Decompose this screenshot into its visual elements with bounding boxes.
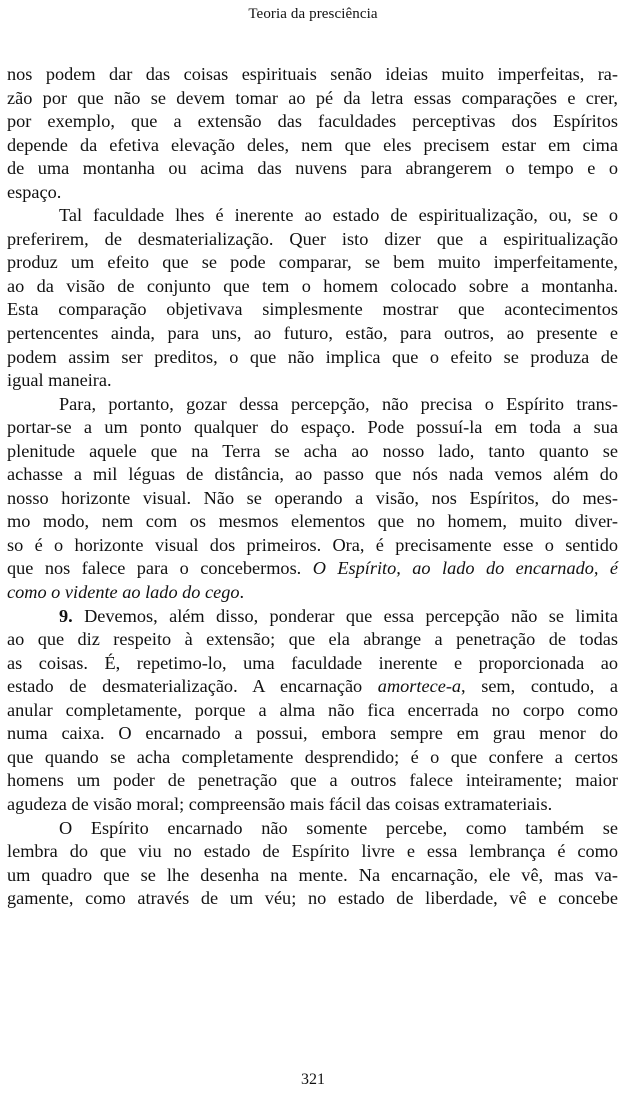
body-text [7, 63, 618, 911]
text-run: . [239, 582, 245, 603]
text-run: anular completamente, porque a alma não fica encerrada no corpo como [7, 699, 618, 720]
text-run: achasse a mil léguas de distância, ao passo que nós nada vemos além do [7, 464, 618, 485]
text-line [7, 181, 618, 205]
text-line [7, 369, 618, 393]
item-number: 9. [59, 605, 73, 626]
text-line [7, 769, 618, 793]
text-line [7, 793, 618, 817]
text-line [7, 251, 618, 275]
paragraph [7, 817, 618, 911]
text-line [7, 534, 618, 558]
text-line [7, 840, 618, 864]
paragraph [7, 63, 618, 204]
text-run: ao da visão de conjunto que tem o homem colocado sobre a montanha. [7, 275, 618, 296]
text-line [7, 204, 618, 228]
text-run: O Espírito encarnado não somente percebe, como também se [59, 817, 618, 838]
paragraph [7, 204, 618, 392]
text-run: ao que diz respeito à extensão; que ela abrange a penetração de todas [7, 629, 618, 650]
text-run: Para, portanto, gozar dessa percepção, não precisa o Espírito trans- [59, 393, 618, 414]
italic-text: como o vidente ao lado do cego [7, 582, 240, 603]
text-run: so é o horizonte visual dos primeiros. Ora, é precisamente esse o sentido [7, 534, 618, 555]
paragraph [7, 605, 618, 817]
text-run: estado de desmaterialização. A encarnação [7, 676, 378, 697]
text-run: nos podem dar das coisas espirituais senão ideias muito imperfeitas, ra- [7, 64, 618, 84]
text-run: espaço. [7, 181, 62, 202]
text-line [7, 864, 618, 888]
text-run: que nos falece para o concebermos. [7, 558, 313, 579]
text-run: preferirem, de desmaterialização. Quer isto dizer que a espiritualização [7, 228, 618, 249]
text-run: homens um poder de penetração que a outros falece inteiramente; maior [7, 770, 618, 791]
text-run: plenitude aquele que na Terra se acha ao nosso lado, tanto quanto se [7, 440, 618, 461]
text-run: as coisas. É, repetimo-lo, uma faculdade inerente e proporcionada ao [7, 652, 618, 673]
text-line [7, 110, 618, 134]
text-run: que quando se acha completamente desprendido; é o que confere a certos [7, 746, 618, 767]
text-run: nosso horizonte visual. Não se operando a visão, nos Espíritos, do mes- [7, 487, 618, 508]
text-run: de uma montanha ou acima das nuvens para abrangerem o tempo e o [7, 158, 618, 179]
text-run: lembra do que viu no estado de Espírito livre e essa lembrança é como [7, 841, 618, 862]
text-run: depende da efetiva elevação deles, nem que eles precisem estar em cima [7, 134, 618, 155]
text-line [7, 440, 618, 464]
text-run: podem assim ser preditos, o que não implica que o efeito se produza de [7, 346, 618, 367]
text-line [7, 817, 618, 841]
text-line [7, 157, 618, 181]
text-line [7, 581, 618, 605]
text-line [7, 887, 618, 911]
text-run: Devemos, além disso, ponderar que essa percepção não se limita [72, 605, 618, 626]
text-run: produz um efeito que se pode comparar, se bem muito imperfeitamente, [7, 252, 618, 273]
text-run: Tal faculdade lhes é inerente ao estado de espiritualização, ou, se o [59, 205, 618, 226]
text-run: mo modo, nem com os mesmos elementos que no homem, muito diver- [7, 511, 618, 532]
text-run: gamente, como através de um véu; no estado de liberdade, vê e concebe [7, 888, 618, 909]
text-run: zão por que não se devem tomar ao pé da letra essas comparações e crer, [7, 87, 618, 108]
running-head: Teoria da presciência [248, 6, 378, 22]
text-line [7, 463, 618, 487]
italic-text: O Espírito, ao lado do encarnado, é [312, 558, 618, 579]
text-line [7, 557, 618, 581]
text-line [7, 487, 618, 511]
text-run: igual maneira. [7, 370, 112, 391]
text-line [7, 628, 618, 652]
text-line [7, 746, 618, 770]
text-run: , sem, contudo, a [461, 676, 618, 697]
text-line [7, 134, 618, 158]
text-line [7, 416, 618, 440]
text-line [7, 63, 618, 87]
text-run: pertencentes ainda, para uns, ao futuro, estão, para outros, ao presente e [7, 323, 618, 344]
italic-text: amortece-a [377, 676, 462, 697]
text-line [7, 275, 618, 299]
text-run: portar-se a um ponto qualquer do espaço. Pode possuí-la em toda a sua [7, 417, 618, 438]
text-line [7, 675, 618, 699]
text-line [7, 298, 618, 322]
text-run: numa caixa. O encarnado a possui, embora sempre em grau menor do [7, 723, 618, 744]
text-line [7, 722, 618, 746]
text-run: por exemplo, que a extensão das faculdades perceptivas dos Espíritos [7, 111, 618, 132]
text-line [7, 322, 618, 346]
text-line [7, 393, 618, 417]
text-line [7, 346, 618, 370]
text-line [7, 652, 618, 676]
text-line [7, 510, 618, 534]
paragraph [7, 393, 618, 605]
page-number: 321 [301, 1071, 325, 1088]
text-line [7, 605, 618, 629]
text-line [7, 228, 618, 252]
text-run: agudeza de visão moral; compreensão mais fácil das coisas extramateriais. [7, 793, 553, 814]
text-run: Esta comparação objetivava simplesmente mostrar que acontecimentos [7, 299, 618, 320]
text-line [7, 699, 618, 723]
text-run: um quadro que se lhe desenha na mente. Na encarnação, ele vê, mas va- [7, 864, 618, 885]
text-line [7, 87, 618, 111]
